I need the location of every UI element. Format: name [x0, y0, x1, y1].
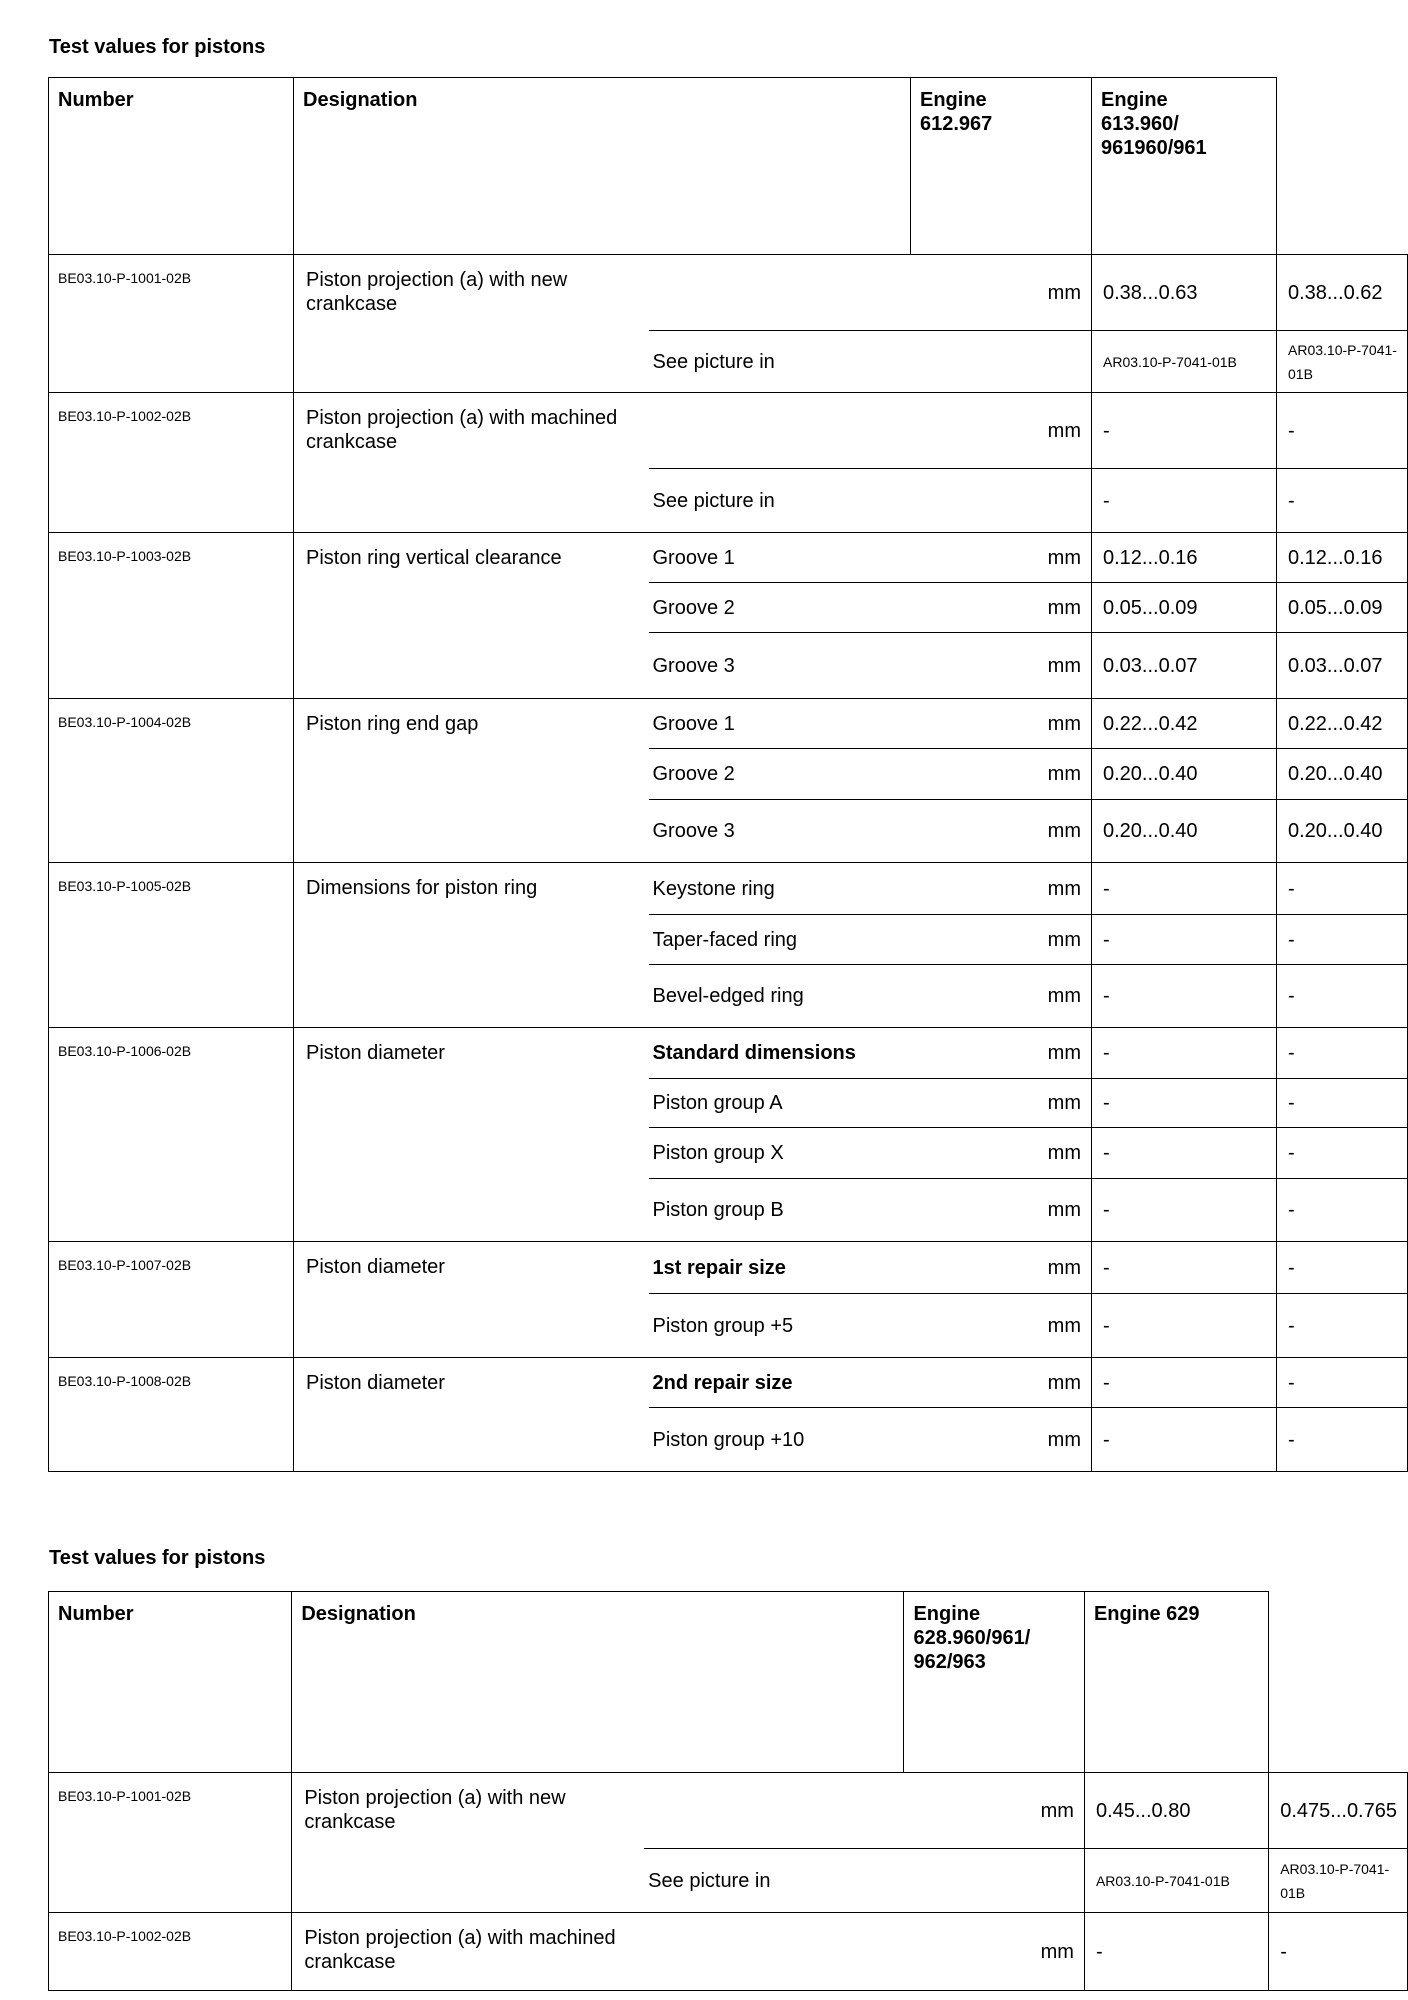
sub-label: Groove 2	[649, 583, 911, 633]
table-row	[49, 533, 1408, 583]
unit: mm	[911, 749, 1092, 800]
row-number: BE03.10-P-1002-02B	[49, 393, 294, 533]
value-engine-a: -	[1084, 1913, 1268, 1991]
section-title: Test values for pistons	[49, 36, 266, 58]
value-engine-a: -	[1092, 1408, 1277, 1472]
sub-label	[644, 1913, 904, 1991]
value-engine-a: 0.22...0.42	[1092, 699, 1277, 749]
sub-label: Piston group B	[649, 1179, 911, 1242]
row-number: BE03.10-P-1004-02B	[49, 699, 294, 863]
table-row	[49, 1242, 1408, 1294]
row-designation: Piston diameter	[294, 1358, 649, 1472]
header-number: Number	[49, 78, 294, 255]
value-engine-a: -	[1092, 1242, 1277, 1294]
unit: mm	[911, 393, 1092, 469]
row-number: BE03.10-P-1001-02B	[49, 1773, 292, 1913]
sub-label: 1st repair size	[649, 1242, 911, 1294]
value-engine-b: 0.20...0.40	[1277, 749, 1408, 800]
unit	[911, 469, 1092, 533]
sub-label: Standard dimensions	[649, 1028, 911, 1079]
sub-label: Piston group +10	[649, 1408, 911, 1472]
sub-label: Groove 3	[649, 800, 911, 863]
row-designation: Dimensions for piston ring	[294, 863, 649, 1028]
unit: mm	[904, 1773, 1084, 1849]
value-engine-b: 0.20...0.40	[1277, 800, 1408, 863]
value-engine-a: -	[1092, 1358, 1277, 1408]
table-row	[49, 1773, 1408, 1849]
value-engine-a: -	[1092, 915, 1277, 965]
unit: mm	[911, 800, 1092, 863]
value-engine-b: -	[1277, 863, 1408, 915]
row-number: BE03.10-P-1003-02B	[49, 533, 294, 699]
value-engine-a: AR03.10-P-7041-01B	[1092, 331, 1277, 393]
unit: mm	[911, 1358, 1092, 1408]
unit: mm	[911, 1079, 1092, 1128]
header-engine-b: Engine 613.960/ 961960/961	[1092, 78, 1277, 255]
unit: mm	[911, 633, 1092, 699]
value-engine-b: -	[1277, 393, 1408, 469]
value-engine-b: -	[1277, 1079, 1408, 1128]
sub-label: Groove 1	[649, 533, 911, 583]
unit: mm	[911, 1242, 1092, 1294]
table-row	[49, 863, 1408, 915]
table-row	[49, 1028, 1408, 1079]
value-engine-a: -	[1092, 1028, 1277, 1079]
value-engine-a: -	[1092, 1294, 1277, 1358]
value-engine-a: 0.03...0.07	[1092, 633, 1277, 699]
row-number: BE03.10-P-1007-02B	[49, 1242, 294, 1358]
unit: mm	[904, 1913, 1084, 1991]
header-designation: Designation	[292, 1592, 904, 1773]
value-engine-a: -	[1092, 965, 1277, 1028]
sub-label: Groove 1	[649, 699, 911, 749]
value-engine-b: 0.03...0.07	[1277, 633, 1408, 699]
sub-label: Piston group X	[649, 1128, 911, 1179]
sub-label: See picture in	[649, 331, 911, 393]
table-row	[49, 699, 1408, 749]
row-designation: Piston projection (a) with machined crankcase	[292, 1913, 644, 1991]
value-engine-b: -	[1277, 1028, 1408, 1079]
value-engine-b: -	[1269, 1913, 1408, 1991]
table-row	[49, 255, 1408, 331]
header-number: Number	[49, 1592, 292, 1773]
row-designation: Piston ring vertical clearance	[294, 533, 649, 699]
unit: mm	[911, 1128, 1092, 1179]
table-header-row	[49, 78, 1408, 255]
value-engine-a: 0.12...0.16	[1092, 533, 1277, 583]
value-engine-b: 0.12...0.16	[1277, 533, 1408, 583]
value-engine-b: -	[1277, 1128, 1408, 1179]
sub-label	[649, 393, 911, 469]
value-engine-a: 0.20...0.40	[1092, 749, 1277, 800]
value-engine-b: 0.05...0.09	[1277, 583, 1408, 633]
row-designation: Piston projection (a) with new crankcase	[292, 1773, 644, 1913]
table-row	[49, 1358, 1408, 1408]
unit: mm	[911, 255, 1092, 331]
sub-label: Groove 2	[649, 749, 911, 800]
unit: mm	[911, 699, 1092, 749]
value-engine-a: -	[1092, 469, 1277, 533]
unit	[904, 1849, 1084, 1913]
piston-test-values-table	[48, 77, 1408, 1472]
value-engine-a: -	[1092, 1128, 1277, 1179]
piston-test-values-table	[48, 1591, 1408, 1991]
sub-label: Keystone ring	[649, 863, 911, 915]
sub-label: Groove 3	[649, 633, 911, 699]
sub-label: See picture in	[644, 1849, 904, 1913]
row-number: BE03.10-P-1001-02B	[49, 255, 294, 393]
unit	[911, 331, 1092, 393]
value-engine-a: AR03.10-P-7041-01B	[1084, 1849, 1268, 1913]
unit: mm	[911, 583, 1092, 633]
row-designation: Piston projection (a) with new crankcase	[294, 255, 649, 393]
value-engine-a: 0.45...0.80	[1084, 1773, 1268, 1849]
value-engine-b: -	[1277, 1408, 1408, 1472]
row-number: BE03.10-P-1002-02B	[49, 1913, 292, 1991]
value-engine-a: 0.20...0.40	[1092, 800, 1277, 863]
unit: mm	[911, 533, 1092, 583]
unit: mm	[911, 915, 1092, 965]
unit: mm	[911, 1408, 1092, 1472]
row-designation: Piston projection (a) with machined crankcase	[294, 393, 649, 533]
unit: mm	[911, 1028, 1092, 1079]
value-engine-b: -	[1277, 1242, 1408, 1294]
unit: mm	[911, 1294, 1092, 1358]
section-title: Test values for pistons	[49, 1547, 266, 1569]
value-engine-a: -	[1092, 863, 1277, 915]
sub-label	[649, 255, 911, 331]
header-engine-a: Engine 612.967	[911, 78, 1092, 255]
value-engine-b: AR03.10-P-7041-01B	[1269, 1849, 1408, 1913]
value-engine-b: -	[1277, 915, 1408, 965]
table-row	[49, 393, 1408, 469]
value-engine-a: -	[1092, 1179, 1277, 1242]
header-engine-a: Engine 628.960/961/ 962/963	[904, 1592, 1084, 1773]
value-engine-b: -	[1277, 469, 1408, 533]
table-header-row	[49, 1592, 1408, 1773]
row-number: BE03.10-P-1006-02B	[49, 1028, 294, 1242]
row-designation: Piston diameter	[294, 1028, 649, 1242]
header-engine-b: Engine 629	[1084, 1592, 1268, 1773]
value-engine-b: 0.22...0.42	[1277, 699, 1408, 749]
row-number: BE03.10-P-1008-02B	[49, 1358, 294, 1472]
unit: mm	[911, 863, 1092, 915]
value-engine-b: -	[1277, 1294, 1408, 1358]
value-engine-a: 0.05...0.09	[1092, 583, 1277, 633]
value-engine-b: -	[1277, 965, 1408, 1028]
sub-label	[644, 1773, 904, 1849]
value-engine-b: 0.475...0.765	[1269, 1773, 1408, 1849]
row-number: BE03.10-P-1005-02B	[49, 863, 294, 1028]
sub-label: Piston group A	[649, 1079, 911, 1128]
value-engine-b: -	[1277, 1179, 1408, 1242]
value-engine-a: -	[1092, 393, 1277, 469]
value-engine-a: -	[1092, 1079, 1277, 1128]
sub-label: See picture in	[649, 469, 911, 533]
sub-label: 2nd repair size	[649, 1358, 911, 1408]
header-designation: Designation	[294, 78, 911, 255]
row-designation: Piston ring end gap	[294, 699, 649, 863]
unit: mm	[911, 965, 1092, 1028]
unit: mm	[911, 1179, 1092, 1242]
table-row	[49, 1913, 1408, 1991]
sub-label: Piston group +5	[649, 1294, 911, 1358]
sub-label: Bevel-edged ring	[649, 965, 911, 1028]
value-engine-b: 0.38...0.62	[1277, 255, 1408, 331]
sub-label: Taper-faced ring	[649, 915, 911, 965]
value-engine-a: 0.38...0.63	[1092, 255, 1277, 331]
row-designation: Piston diameter	[294, 1242, 649, 1358]
value-engine-b: -	[1277, 1358, 1408, 1408]
value-engine-b: AR03.10-P-7041-01B	[1277, 331, 1408, 393]
